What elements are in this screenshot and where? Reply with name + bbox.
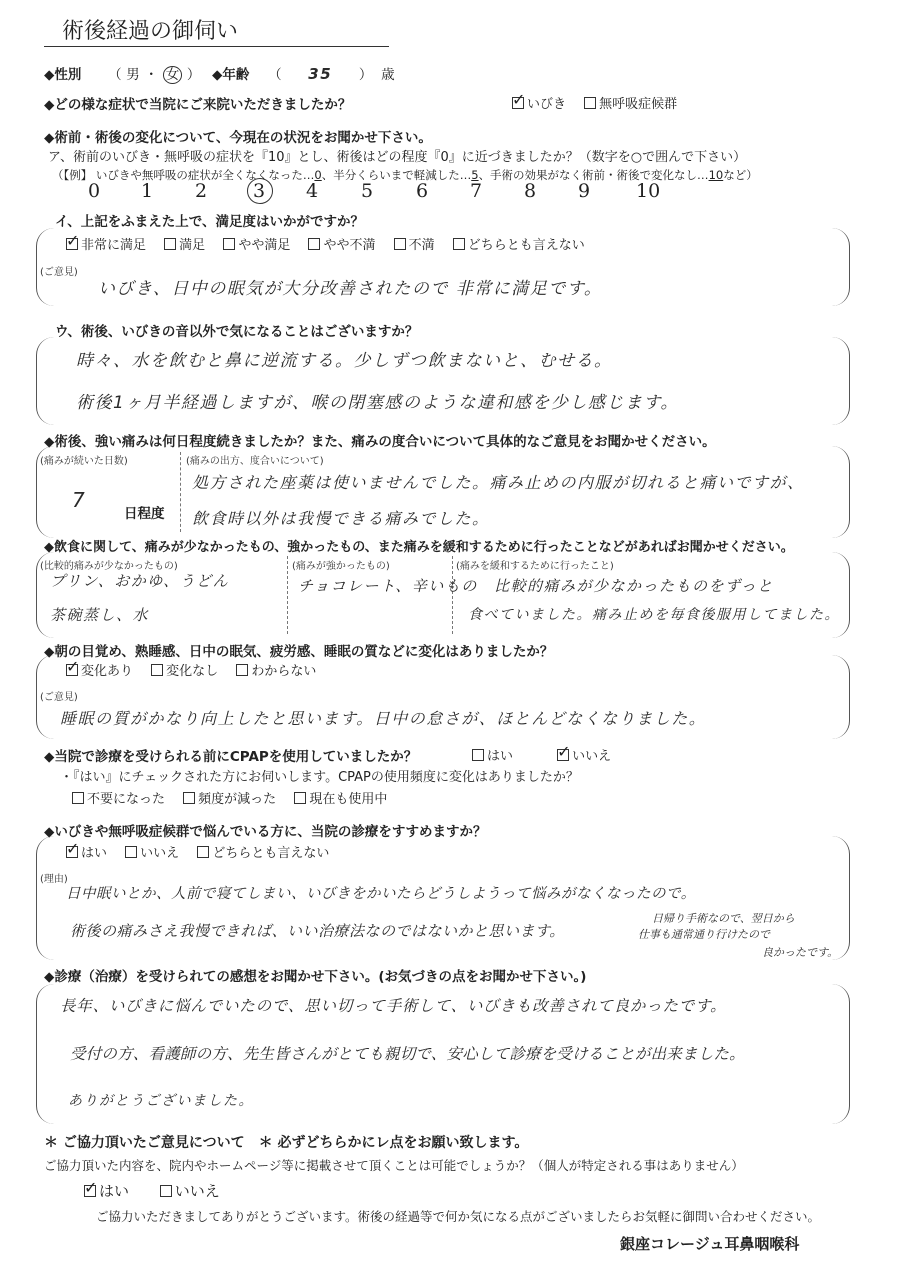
footer-option-no[interactable] (160, 1185, 172, 1197)
q4-question: ウ、術後、いびきの音以外で気になることはございますか？ (55, 324, 419, 340)
q6-col3-label: (痛みを緩和するために行ったこと) (456, 561, 614, 572)
q9-line2: 術後の痛みさえ我慢できれば、いい治療法なのではないかと思います。 (70, 922, 565, 940)
q1-question: ◆どの様な症状で当院にご来院いただきましたか？ (44, 97, 352, 113)
q6-divider-1 (287, 556, 288, 634)
q8-sub-options: 不要になった 頻度が減った 現在も使用中 (72, 788, 401, 807)
q7-option-no-change[interactable] (151, 664, 163, 676)
q7-options: ✓変化あり 変化なし わからない (66, 660, 330, 679)
q6-col1-line1: プリン、おかゆ、うどん (50, 572, 230, 590)
q7-question: ◆朝の目覚め、熟睡感、日中の眠気、疲労感、睡眠の質などに変化はありましたか？ (44, 644, 554, 660)
q7-comment-label: (ご意見) (40, 692, 78, 703)
q8-option-yes[interactable] (472, 749, 484, 761)
q3-option-neutral[interactable] (453, 238, 465, 250)
q2-question: ◆術前・術後の変化について、今現在の状況をお聞かせ下さい。 (44, 130, 432, 146)
q8-sub: ・『はい』にチェックされた方にお伺いします。CPAPの使用頻度に変化はありましたか？ (60, 770, 579, 785)
q6-col3-line1: 比較的痛みが少なかったものをずっと (494, 577, 774, 595)
age-unit: 歳 (381, 67, 395, 83)
q8-sub-option-still-using[interactable] (294, 792, 306, 804)
q5-line1: 処方された座薬は使いませんでした。痛み止めの内服が切れると痛いですが、 (192, 473, 805, 492)
scale-number-9[interactable]: 9 (578, 180, 591, 202)
q7-option-changed[interactable] (66, 664, 78, 676)
q6-col1-line2: 茶碗蒸し、水 (50, 606, 150, 624)
q5-question: ◆術後、強い痛みは何日程度続きましたか？また、痛みの度合いについて具体的なご意見をお聞かせください。 (44, 434, 716, 450)
q3-question: イ、上記をふまえた上で、満足度はいかがですか？ (55, 214, 365, 230)
gender-male-option[interactable]: 男 (126, 67, 140, 83)
q8-option-no[interactable] (557, 749, 569, 761)
q9-note-line2: 仕事も通常通り行けたので (638, 928, 770, 941)
q9-line1: 日中眠いとか、人前で寝てしまい、いびきをかいたらどうしようって悩みがなくなったので。 (66, 886, 696, 902)
q5-days-value: 7 (72, 488, 87, 512)
q3-option-dissatisfied[interactable] (394, 238, 406, 250)
q9-question: ◆いびきや無呼吸症候群で悩んでいる方に、当院の診療をすすめますか？ (44, 824, 487, 840)
page-title: 術後経過の御伺い (62, 19, 239, 44)
scale-number-6[interactable]: 6 (416, 180, 429, 202)
scale-number-2[interactable]: 2 (195, 180, 208, 202)
gender-row: ◆性別 （ 男 ・ 女 ） (44, 67, 201, 83)
q1-apnea-checkbox[interactable] (584, 97, 596, 109)
age-row: ◆年齢 （ 35 ） 歳 (212, 65, 395, 83)
q9-note-line1: 日帰り手術なので、翌日から (652, 912, 795, 925)
q4-line2: 術後1ヶ月半経過しますが、喉の閉塞感のような違和感を少し感じます。 (76, 393, 679, 413)
q10-line2: 受付の方、看護師の方、先生皆さんがとても親切で、安心して診療を受けることが出来ました。 (70, 1045, 745, 1063)
q6-col2-line1: チョコレート、辛いもの (298, 577, 478, 595)
q6-col3-line2: 食べていました。痛み止めを毎食後服用してました。 (468, 607, 840, 623)
title-underline (44, 46, 389, 47)
gender-female-option[interactable]: 女 (163, 66, 183, 84)
q9-option-no[interactable] (125, 846, 137, 858)
q5-detail-label: (痛みの出方、度合いについて) (186, 456, 324, 467)
footer-option-yes[interactable] (84, 1185, 96, 1197)
footer-question: ご協力頂いた内容を、院内やホームページ等に掲載させて頂くことは可能でしょうか？（個人が特定される事はありません） (44, 1158, 744, 1173)
gender-label: ◆性別 (44, 67, 82, 83)
q2-example: （【例】 いびきや無呼吸の症状が全くなくなった…0、半分くらいまで軽減した…5、手術の効果がなく術前・術後で変化なし…10など） (52, 168, 758, 182)
q9-note-line3: 良かったです。 (762, 946, 839, 959)
scale-number-4[interactable]: 4 (306, 180, 319, 202)
q3-options: ✓非常に満足 満足 やや満足 やや不満 不満 どちらとも言えない (66, 234, 599, 253)
q10-line3: ありがとうございました。 (68, 1093, 254, 1109)
q6-col1-label: (比較的痛みが少なかったもの) (40, 561, 178, 572)
scale-number-0[interactable]: 0 (88, 180, 101, 202)
clinic-name: 銀座コレージュ耳鼻咽喉科 (620, 1235, 800, 1253)
q5-days-label: (痛みが続いた日数) (40, 456, 128, 467)
q8-options: はい ✓ いいえ (472, 745, 625, 764)
scale-number-8[interactable]: 8 (524, 180, 537, 202)
footer-note-title: ＊ ご協力頂いたご意見について ＊ 必ずどちらかにレ点をお願い致します。 (44, 1135, 529, 1151)
q5-line2: 飲食時以外は我慢できる痛みでした。 (192, 509, 490, 528)
q2-sub: ア、術前のいびき・無呼吸の症状を『10』とし、術後はどの程度『0』に近づきましたか？（数字を○で囲んで下さい） (48, 150, 747, 165)
q3-option-very-satisfied[interactable] (66, 238, 78, 250)
q6-question: ◆飲食に関して、痛みが少なかったもの、強かったもの、また痛みを緩和するために行ったことなどがあればお聞かせください。 (44, 540, 794, 555)
q7-option-unknown[interactable] (236, 664, 248, 676)
q10-question: ◆診療（治療）を受けられての感想をお聞かせ下さい。(お気づきの点をお聞かせ下さい。) (44, 969, 587, 985)
scale-number-5[interactable]: 5 (361, 180, 374, 202)
scale-number-7[interactable]: 7 (470, 180, 483, 202)
q9-option-neutral[interactable] (197, 846, 209, 858)
q5-divider (180, 452, 181, 532)
q6-col2-label: (痛みが強かったもの) (292, 561, 390, 572)
q1-snoring-checkbox[interactable] (512, 97, 524, 109)
footer-thanks: ご協力いただきましてありがとうございます。術後の経過等で何か気になる点がございましたらお気軽に御問い合わせください。 (96, 1209, 821, 1224)
age-value[interactable]: 35 (308, 65, 333, 83)
q3-option-somewhat-dissatisfied[interactable] (308, 238, 320, 250)
q7-comment: 睡眠の質がかなり向上したと思います。日中の怠さが、ほとんどなくなりました。 (60, 709, 707, 728)
q8-sub-option-reduced[interactable] (183, 792, 195, 804)
scale-number-1[interactable]: 1 (141, 180, 154, 202)
q9-options: ✓はい いいえ どちらとも言えない (66, 842, 343, 861)
scale-selected-circle (247, 178, 273, 204)
q5-days-unit: 日程度 (124, 506, 165, 522)
q9-reason-label: (理由) (40, 874, 68, 885)
q3-comment-label: (ご意見) (40, 267, 78, 278)
q3-option-satisfied[interactable] (164, 238, 176, 250)
q3-option-somewhat-satisfied[interactable] (223, 238, 235, 250)
q10-line1: 長年、いびきに悩んでいたので、思い切って手術して、いびきも改善されて良かったです。 (60, 997, 727, 1015)
q4-line1: 時々、水を飲むと鼻に逆流する。少しずつ飲まないと、むせる。 (76, 351, 613, 371)
footer-options: ✓はい いいえ (84, 1180, 234, 1201)
age-label: ◆年齢 (212, 67, 250, 83)
q1-options: ✓ いびき 無呼吸症候群 (512, 93, 691, 112)
scale-number-10[interactable]: 10 (636, 180, 661, 202)
q3-comment: いびき、日中の眠気が大分改善されたので 非常に満足です。 (98, 279, 603, 299)
q8-sub-option-unneeded[interactable] (72, 792, 84, 804)
scale-number-3[interactable]: 3 (253, 180, 266, 202)
q8-question: ◆当院で診療を受けられる前にCPAPを使用していましたか？ (44, 749, 418, 765)
q9-option-yes[interactable] (66, 846, 78, 858)
